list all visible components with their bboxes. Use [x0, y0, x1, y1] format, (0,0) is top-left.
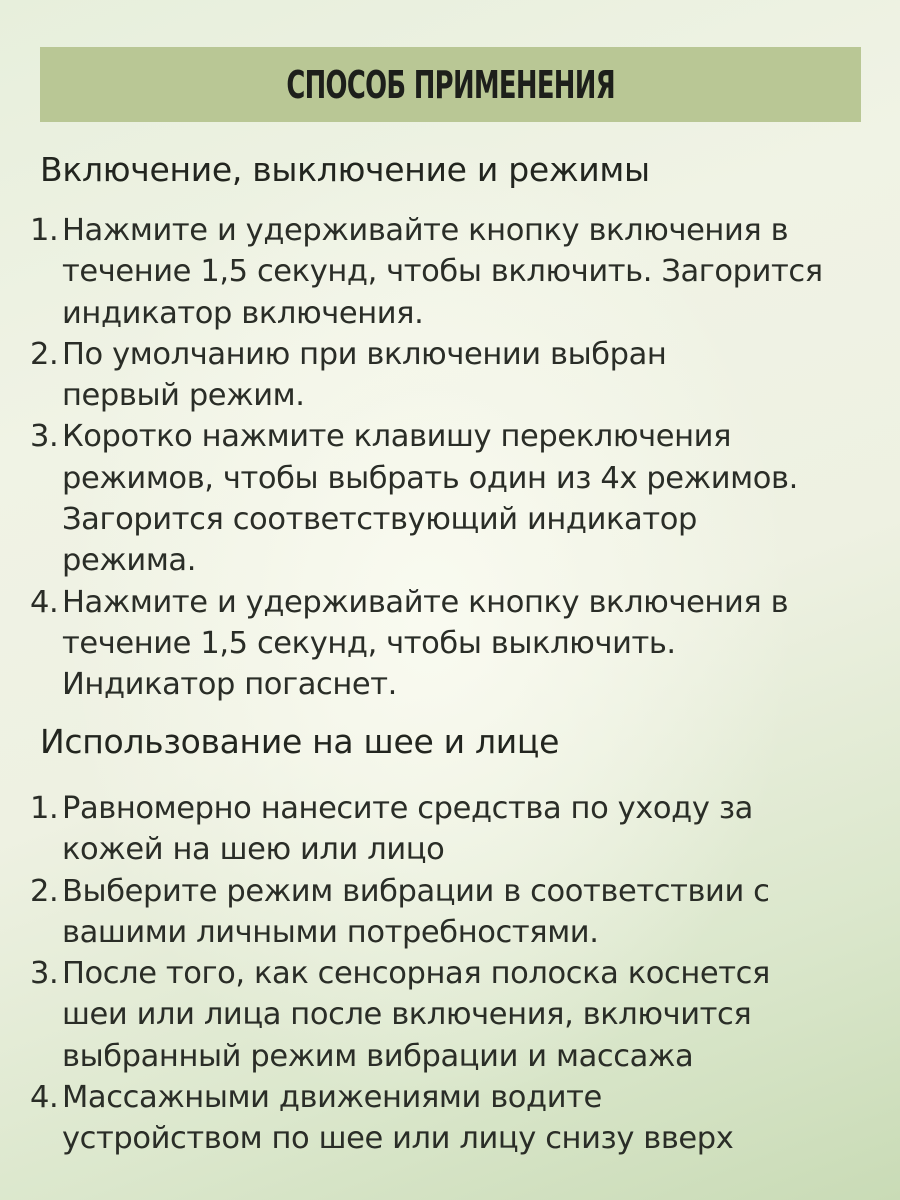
list-item — [30, 582, 870, 706]
step-text: По умолчанию при включении выбран первый режим. — [62, 336, 667, 414]
step-text: Равномерно нанесите средства по уходу за кожей на шею или лицо — [62, 791, 753, 868]
step-number: 1. — [30, 213, 59, 248]
step-number: 3. — [30, 956, 59, 992]
step-text: Нажмите и удерживайте кнопку включения в течение 1,5 секунд, чтобы выключить. Индикатор погаснет. — [62, 584, 789, 703]
section-heading-power-modes: Включение, выключение и режимы — [40, 150, 650, 189]
list-item — [30, 871, 870, 954]
step-text: Массажными движениями водите устройством по шее или лицу снизу вверх — [62, 1080, 734, 1157]
list-item — [30, 416, 870, 581]
section-heading-neck-face: Использование на шее и лице — [40, 722, 560, 761]
step-number: 4. — [30, 1080, 59, 1116]
steps-list-power-modes — [30, 210, 870, 706]
step-text: Коротко нажмите клавишу переключения режимов, чтобы выбрать один из 4х режимов. Загорится соответствующий индикатор режима. — [62, 419, 798, 579]
step-number: 1. — [30, 791, 59, 826]
list-item — [30, 788, 870, 871]
step-number: 2. — [30, 873, 59, 909]
list-item — [30, 210, 870, 334]
list-item — [30, 334, 870, 417]
step-text: Выберите режим вибрации в соответствии с вашими личными потребностями. — [62, 873, 770, 950]
step-number: 2. — [30, 336, 59, 372]
list-item — [30, 953, 870, 1077]
step-number: 3. — [30, 419, 59, 455]
steps-list-neck-face — [30, 788, 870, 1160]
step-text: После того, как сенсорная полоска коснется шеи или лица после включения, включится выбранный режим вибрации и массажа — [62, 956, 770, 1074]
list-item — [30, 1077, 870, 1160]
title-banner — [40, 47, 861, 122]
page-title: СПОСОБ ПРИМЕНЕНИЯ — [286, 62, 615, 107]
step-text: Нажмите и удерживайте кнопку включения в течение 1,5 секунд, чтобы включить. Загорится индикатор включения. — [62, 213, 823, 331]
step-number: 4. — [30, 584, 59, 620]
